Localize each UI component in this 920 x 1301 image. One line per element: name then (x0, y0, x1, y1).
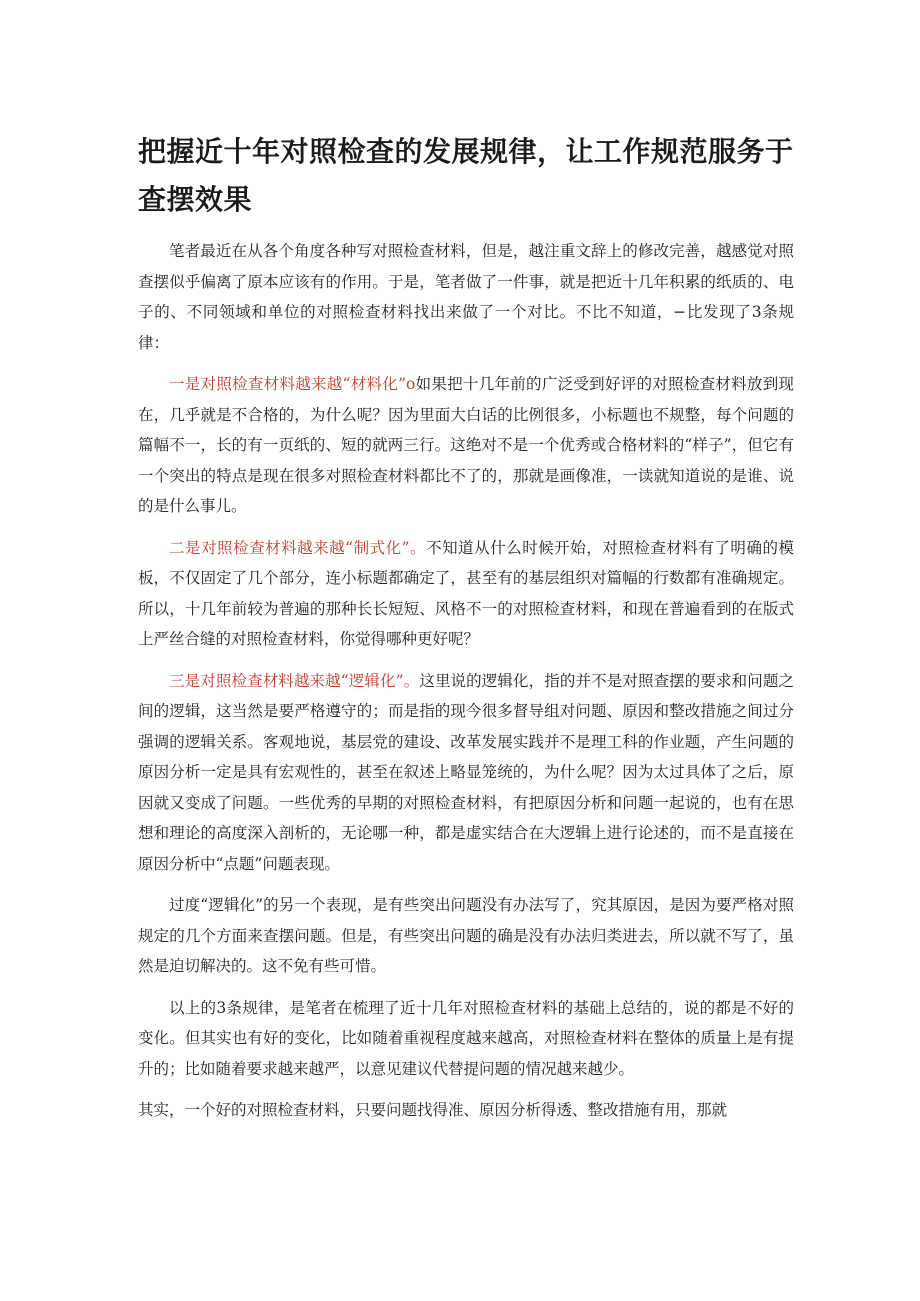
paragraph-text: 如果把十几年前的广泛受到好评的对照检查材料放到现在，几乎就是不合格的，为什么呢？因为里面大白话的比例很多，小标题也不规整，每个问题的篇幅不一，长的有一页纸的、短的就两三行。这绝对不是一个优秀或合格材料的“样子”，但它有一个突出的特点是现在很多对照检查材料都比不了的，那就是画像准，一读就知道说的是谁、说的是什么事儿。 (138, 375, 794, 515)
rule-heading: 三是对照检查材料越来越“逻辑化”。 (169, 671, 420, 690)
paragraph-text: 不知道从什么时候开始，对照检查材料有了明确的模板，不仅固定了几个部分，连小标题都确定了，甚至有的基层组织对篇幅的行数都有准确规定。所以，十几年前较为普遍的那种长长短短、风格不一的对照检查材料，和现在普遍看到的在版式上严丝合缝的对照检查材料，你觉得哪种更好呢？ (138, 538, 794, 648)
paragraph-rule-one (138, 369, 794, 522)
paragraph-text: 笔者最近在从各个角度各种写对照检查材料，但是，越注重文辞上的修改完善，越感觉对照查摆似乎偏离了原本应该有的作用。于是，笔者做了一件事，就是把近十几年积累的纸质的、电子的、不同领域和单位的对照检查材料找出来做了一个对比。不比不知道，−比发现了3条规律： (138, 242, 794, 352)
paragraph-logic-extra (138, 890, 794, 982)
rule-heading: 二是对照检查材料越来越“制式化”。 (169, 538, 427, 557)
rule-heading: 一是对照检查材料越来越“材料化”o (169, 375, 416, 393)
paragraph-text: 以上的3条规律，是笔者在梳理了近十几年对照检查材料的基础上总结的，说的都是不好的变化。但其实也有好的变化，比如随着重视程度越来越高，对照检查材料在整体的质量上是有提升的；比如随着要求越来越严，以意见建议代替提问题的情况越来越少。 (138, 998, 794, 1078)
paragraph-intro (138, 236, 794, 358)
paragraph-rule-two (138, 533, 794, 655)
paragraph-conclusion (138, 1095, 794, 1126)
paragraph-text: 其实，一个好的对照检查材料，只要问题找得准、原因分析得透、整改措施有用，那就 (138, 1101, 728, 1119)
paragraph-text: 这里说的逻辑化，指的并不是对照查摆的要求和问题之间的逻辑，这当然是要严格遵守的；而是指的现今很多督导组对问题、原因和整改措施之间过分强调的逻辑关系。客观地说，基层党的建设、改革发展实践并不是理工科的作业题，产生问题的原因分析一定是具有宏观性的，甚至在叙述上略显笼统的，为什么呢？因为太过具体了之后，原因就又变成了问题。一些优秀的早期的对照检查材料，有把原因分析和问题一起说的，也有在思想和理论的高度深入剖析的，无论哪一种，都是虚实结合在大逻辑上进行论述的，而不是直接在原因分析中“点题”问题表现。 (138, 671, 794, 873)
paragraph-text: 过度“逻辑化”的另一个表现，是有些突出问题没有办法写了，究其原因，是因为要严格对照规定的几个方面来查摆问题。但是，有些突出问题的确是没有办法归类进去，所以就不写了，虽然是迫切解决的。这不免有些可惜。 (138, 896, 794, 975)
paragraph-rule-three (138, 666, 794, 880)
document-body (138, 236, 794, 1137)
paragraph-summary (138, 993, 794, 1085)
document-title: 把握近十年对照检查的发展规律，让工作规范服务于查摆效果 (138, 135, 794, 216)
